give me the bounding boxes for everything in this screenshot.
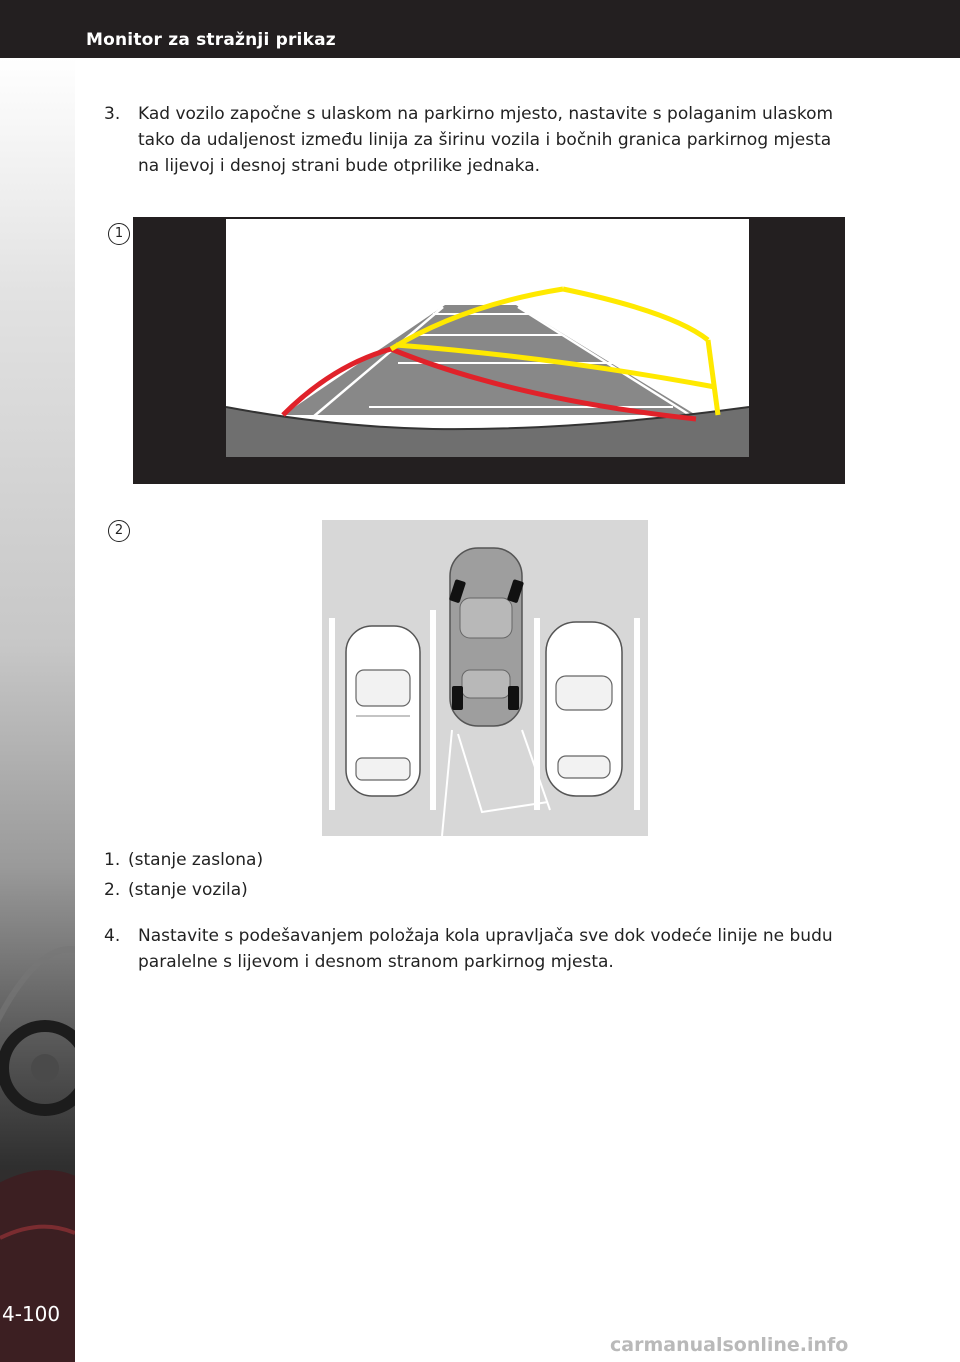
page-header [0, 0, 960, 58]
parking-line [430, 610, 436, 810]
parking-line [634, 618, 640, 810]
legend-text: (stanje zaslona) [128, 850, 264, 870]
step-text: Kad vozilo započne s ulaskom na parkirno mjesto, nastavite s polaganim ulaskom tako da udaljenost između linija za širinu vozila i bočnih granica parkirnog mjesta na lijevoj i desnoj strani bude otprilike jednaka. [138, 104, 834, 176]
legend-item-1 [104, 850, 263, 870]
rear-view-screen-figure [133, 217, 845, 484]
legend-number: 2. [104, 880, 121, 900]
step-4 [104, 923, 834, 975]
page-number: 4-100 [2, 1302, 61, 1326]
step-number: 3. [104, 104, 121, 124]
header-title: Monitor za stražnji prikaz [86, 30, 336, 50]
parked-car-right [546, 622, 622, 796]
side-photo-strip [0, 58, 75, 1362]
vehicle-top-view-figure [322, 520, 648, 836]
step-3 [104, 101, 834, 179]
step-text: Nastavite s podešavanjem položaja kola upravljača sve dok vodeće linije ne budu paralelne s lijevom i desnom stranom parkirnog mjesta. [138, 926, 833, 972]
rear-right-wheel [508, 686, 519, 710]
watermark: carmanualsonline.info [610, 1334, 849, 1356]
legend-item-2 [104, 880, 248, 900]
figure-marker-2: 2 [108, 520, 130, 542]
legend-number: 1. [104, 850, 121, 870]
parking-line [329, 618, 335, 810]
rear-left-wheel [452, 686, 463, 710]
parked-car-left [346, 626, 420, 796]
legend-text: (stanje vozila) [128, 880, 248, 900]
figure-marker-1: 1 [108, 223, 130, 245]
step-number: 4. [104, 926, 121, 946]
